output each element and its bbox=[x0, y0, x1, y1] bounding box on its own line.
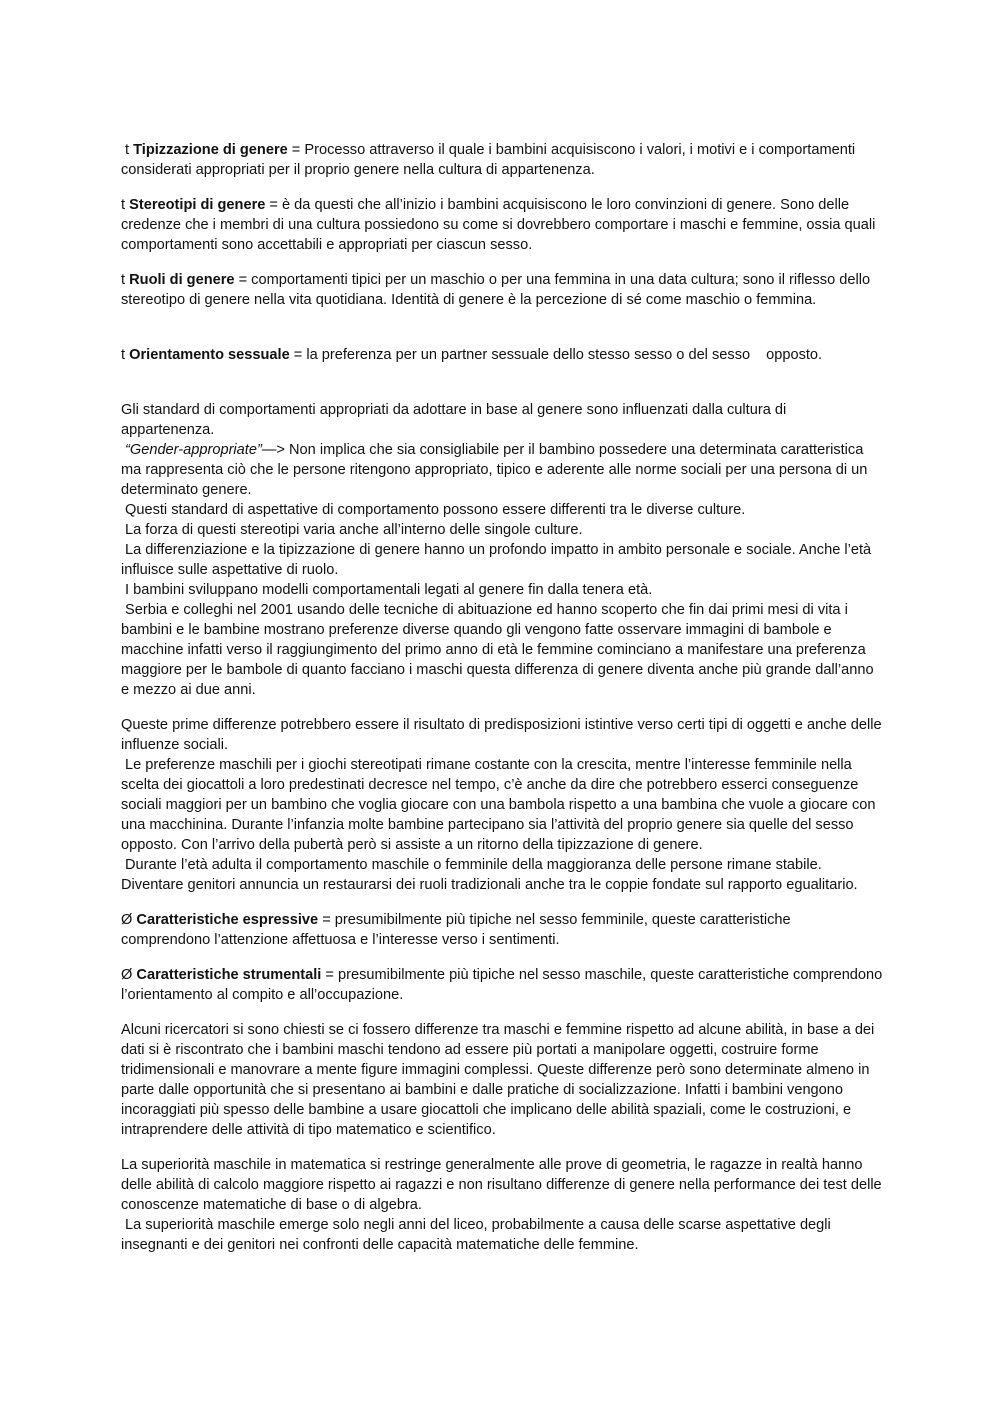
paragraph bbox=[121, 440, 883, 500]
term: Ruoli di genere bbox=[129, 272, 235, 288]
bullet: Ø bbox=[121, 967, 133, 983]
trait-strumentali bbox=[121, 965, 883, 1005]
bullet: Ø bbox=[121, 912, 133, 928]
definition-text: = comportamenti tipici per un maschio o per una femmina in una data cultura; sono il riflesso dello stereotipo di genere nella vita quotidiana. Identità di genere è la percezione di sé come maschio o femmina. bbox=[121, 272, 871, 308]
bullet: t bbox=[125, 142, 130, 158]
paragraph: Questi standard di aspettative di comportamento possono essere differenti tra le diverse culture. bbox=[125, 502, 746, 518]
paragraph: La superiorità maschile emerge solo negli anni del liceo, probabilmente a causa delle scarse aspettative degli insegnanti e dei genitori nei confronti delle capacità matematiche delle femmine. bbox=[121, 1217, 831, 1253]
paragraph: La superiorità maschile in matematica si restringe generalmente alle prove di geometria, le ragazze in realtà hanno delle abilità di calcolo maggiore rispetto ai ragazzi e non risultano differenze di genere nella performance dei test delle conoscenze matematiche di base o di algebra. bbox=[121, 1157, 882, 1213]
paragraph: Le preferenze maschili per i giochi stereotipati rimane costante con la crescita, mentre l’interesse femminile nella scelta dei giocattoli a loro predestinati decresce nel tempo, c’è anche da dire che potrebbero esserci conseguenze sociali maggiori per un bambino che voglia giocare con una bambola rispetto a una bambina che vuole a giocare con una macchinina. Durante l’infanzia molte bambine partecipano sia l’attività del proprio genere sia quelle del sesso opposto. Con l’arrivo della pubertà però si assiste a un ritorno della tipizzazione di genere. bbox=[121, 757, 876, 853]
term: Stereotipi di genere bbox=[129, 197, 266, 213]
definition-text: = Processo attraverso il quale i bambini acquisiscono i valori, i motivi e i comportamenti considerati appropriati per il proprio genere nella cultura di appartenenza. bbox=[121, 142, 856, 178]
term: Caratteristiche espressive bbox=[136, 912, 319, 928]
paragraph: La differenziazione e la tipizzazione di genere hanno un profondo impatto in ambito personale e sociale. Anche l’età influisce sulle aspettative di ruolo. bbox=[121, 542, 872, 578]
paragraph: Serbia e colleghi nel 2001 usando delle tecniche di abituazione ed hanno scoperto che fin dai primi mesi di vita i bambini e le bambine mostrano preferenze diverse quando gli vengono fatte osservare immagini di bambole e macchine infatti verso il raggiungimento del primo anno di età le femmine cominciano a manifestare una preferenza maggiore per le bambole di quanto facciano i maschi questa differenza di genere diventa anche più grande dall’anno e mezzo ai due anni. bbox=[121, 602, 874, 698]
definition-text: = la preferenza per un partner sessuale dello stesso sesso o del sesso bbox=[289, 347, 751, 363]
term: Tipizzazione di genere bbox=[133, 142, 288, 158]
bullet: t bbox=[121, 197, 126, 213]
paragraph: Queste prime differenze potrebbero essere il risultato di predisposizioni istintive verso certi tipi di oggetti e anche delle influenze sociali. bbox=[121, 717, 882, 753]
trait-text: = presumibilmente più tipiche nel sesso femminile, queste caratteristiche comprendono l’attenzione affettuosa e l’interesse verso i sentimenti. bbox=[121, 912, 791, 948]
trait-text: = presumibilmente più tipiche nel sesso maschile, queste caratteristiche comprendono l’orientamento al compito e all’occupazione. bbox=[121, 967, 883, 1003]
paragraph: Alcuni ricercatori si sono chiesti se ci fossero differenze tra maschi e femmine rispetto ad alcune abilità, in base a dei dati si è riscontrato che i bambini maschi tendono ad essere più portati a manipolare oggetti, costruire forme tridimensionali e manovrare a mente figure immagini complessi. Queste differenze però sono determinate almeno in parte dalle opportunità che si presentano ai bambini e dalle pratiche di socializzazione. Infatti i bambini vengono incoraggiati più spesso delle bambine a usare giocattoli che implicano delle abilità spaziali, come le costruzioni, e intraprendere delle attività di tipo matematico e scientifico. bbox=[121, 1022, 875, 1138]
term: Orientamento sessuale bbox=[129, 347, 290, 363]
paragraph: La forza di questi stereotipi varia anche all’interno delle singole culture. bbox=[125, 522, 583, 538]
definition-text: = è da questi che all’inizio i bambini acquisiscono le loro convinzioni di genere. Sono delle credenze che i membri di una cultura possiedono su come si dovrebbero comportare i maschi e femmine, ossia quali comportamenti sono accettabili e appropriati per ciascun sesso. bbox=[121, 197, 876, 253]
italic-term: “Gender-appropriate” bbox=[125, 442, 262, 458]
term: Caratteristiche strumentali bbox=[136, 967, 322, 983]
definition-orientamento bbox=[121, 345, 883, 365]
definition-ruoli bbox=[121, 270, 883, 310]
bullet: t bbox=[121, 347, 126, 363]
paragraph: I bambini sviluppano modelli comportamentali legati al genere fin dalla tenera età. bbox=[125, 582, 653, 598]
definition-tipizzazione bbox=[121, 140, 883, 180]
paragraph: Durante l’età adulta il comportamento maschile o femminile della maggioranza delle persone rimane stabile. Diventare genitori annuncia un restaurarsi dei ruoli tradizionali anche tra le coppie fondate sul rapporto egualitario. bbox=[121, 857, 858, 893]
paragraph: Gli standard di comportamenti appropriati da adottare in base al genere sono influenzati dalla cultura di appartenenza. bbox=[121, 402, 787, 438]
paragraph-text: —> Non implica che sia consigliabile per il bambino possedere una determinata caratteristica ma rappresenta ciò che le persone ritengono appropriato, tipico e aderente alle norme sociali per una persona di un determinato genere. bbox=[121, 442, 868, 498]
definition-stereotipi bbox=[121, 195, 883, 255]
document-page bbox=[121, 140, 883, 1255]
trait-espressive bbox=[121, 910, 883, 950]
bullet: t bbox=[121, 272, 126, 288]
definition-text-tail: opposto. bbox=[766, 347, 823, 363]
